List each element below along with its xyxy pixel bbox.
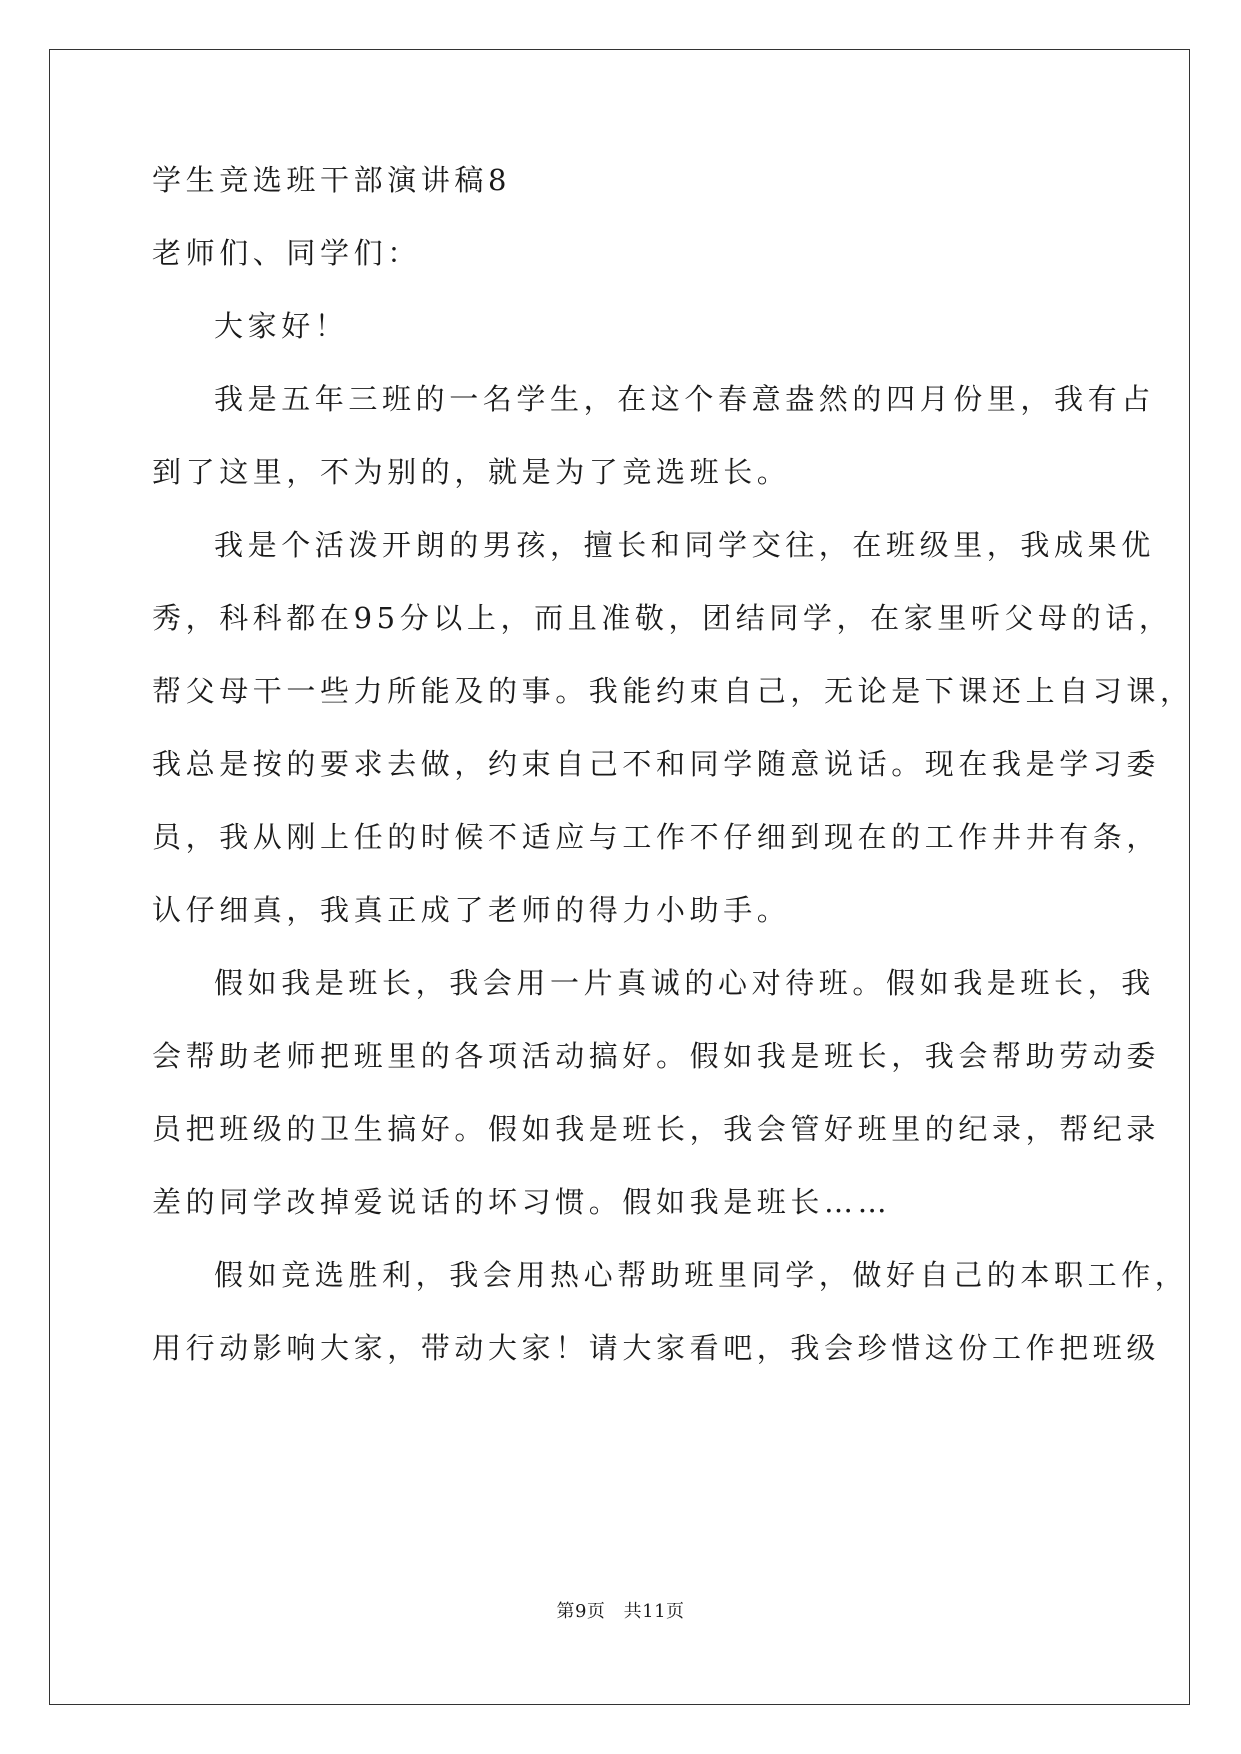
paragraph-line: 我是五年三班的一名学生，在这个春意盎然的四月份里，我有占 bbox=[214, 382, 1155, 416]
paragraph-line: 差的同学改掉爱说话的坏习惯。假如我是班长…… bbox=[152, 1185, 892, 1219]
paragraph-line: 秀，科科都在95分以上，而且准敬，团结同学，在家里听父母的话， bbox=[152, 601, 1173, 635]
paragraph-line: 员，我从刚上任的时候不适应与工作不仔细到现在的工作井井有条， bbox=[152, 820, 1161, 854]
page-total: 共11页 bbox=[623, 1601, 685, 1622]
page-number: 第9页 bbox=[556, 1601, 606, 1622]
paragraph-line: 认仔细真，我真正成了老师的得力小助手。 bbox=[152, 893, 791, 927]
paragraph-line: 员把班级的卫生搞好。假如我是班长，我会管好班里的纪录，帮纪录 bbox=[152, 1112, 1161, 1146]
paragraph-line: 我总是按的要求去做，约束自己不和同学随意说话。现在我是学习委 bbox=[152, 747, 1161, 781]
page-footer bbox=[0, 1600, 1241, 1624]
paragraph-line: 假如我是班长，我会用一片真诚的心对待班。假如我是班长，我 bbox=[214, 966, 1155, 1000]
document-title: 学生竞选班干部演讲稿8 bbox=[152, 163, 512, 197]
page-frame bbox=[49, 49, 1190, 1705]
paragraph-line: 到了这里，不为别的，就是为了竞选班长。 bbox=[152, 455, 791, 489]
paragraph-line: 假如竞选胜利，我会用热心帮助班里同学，做好自己的本职工作， bbox=[214, 1258, 1189, 1292]
salutation: 老师们、同学们： bbox=[152, 236, 421, 270]
paragraph-line: 帮父母干一些力所能及的事。我能约束自己，无论是下课还上自习课， bbox=[152, 674, 1194, 708]
greeting: 大家好！ bbox=[214, 309, 349, 343]
paragraph-line: 我是个活泼开朗的男孩，擅长和同学交往，在班级里，我成果优 bbox=[214, 528, 1155, 562]
paragraph-line: 会帮助老师把班里的各项活动搞好。假如我是班长，我会帮助劳动委 bbox=[152, 1039, 1161, 1073]
paragraph-line: 用行动影响大家，带动大家！请大家看吧，我会珍惜这份工作把班级 bbox=[152, 1331, 1161, 1365]
